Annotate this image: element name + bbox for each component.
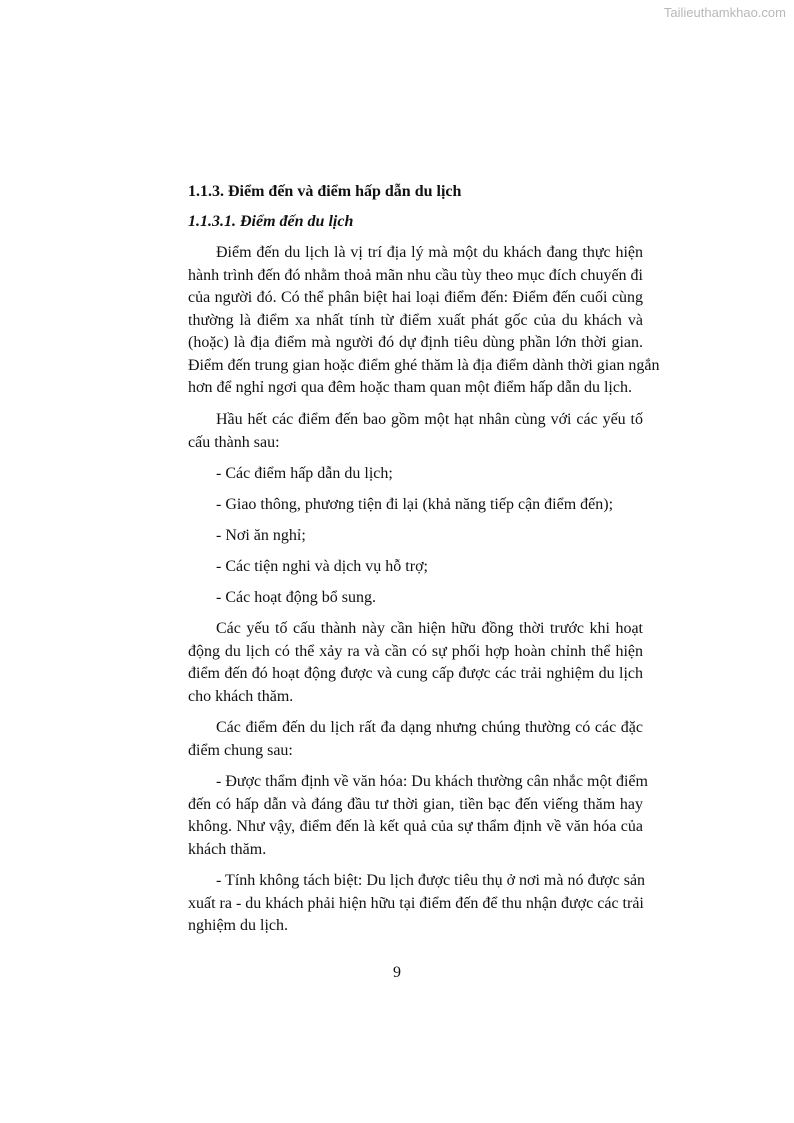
list-item xyxy=(188,587,643,610)
text-line: cho khách thăm. xyxy=(188,687,294,705)
text-line: nghiệm du lịch. xyxy=(188,917,288,934)
text-line: động du lịch có thể xảy ra và cần có sự phối hợp hoàn chỉnh thể hiện xyxy=(188,642,643,660)
paragraph xyxy=(188,870,646,938)
text-line: xuất ra - du khách phải hiện hữu tại điểm đến để thu nhận được các trải xyxy=(188,894,644,912)
text-line: khách thăm. xyxy=(188,840,267,858)
text-line: cấu thành sau: xyxy=(188,433,280,451)
watermark: Tailieuthamkhao.com xyxy=(663,5,786,20)
paragraph xyxy=(188,242,660,400)
text-line: - Các điểm hấp dẫn du lịch; xyxy=(216,465,393,482)
text-line: Các yếu tố cấu thành này cần hiện hữu đồng thời trước khi hoạt xyxy=(216,620,643,637)
text-line: Các điểm đến du lịch rất đa dạng nhưng chúng thường có các đặc xyxy=(216,719,643,736)
page-number: 9 xyxy=(393,964,401,981)
text-line: thường là điểm xa nhất tính từ điểm xuất phát gốc của du khách và xyxy=(188,311,643,329)
text-line: - Giao thông, phương tiện đi lại (khả năng tiếp cận điểm đến); xyxy=(216,496,614,513)
text-line: (hoặc) là địa điểm mà người đó dự định tiêu dùng phần lớn thời gian. xyxy=(188,334,643,351)
list-item xyxy=(188,525,643,548)
list-item xyxy=(188,494,643,517)
text-line: - Các hoạt động bổ sung. xyxy=(216,589,376,606)
paragraph xyxy=(188,618,643,708)
list-item xyxy=(188,463,643,486)
subsection-heading: 1.1.3.1. Điểm đến du lịch xyxy=(188,213,354,230)
section-heading: 1.1.3. Điểm đến và điểm hấp dẫn du lịch xyxy=(188,183,462,200)
text-line: điểm chung sau: xyxy=(188,741,293,759)
text-line: của người đó. Có thể phân biệt hai loại điểm đến: Điểm đến cuối cùng xyxy=(188,289,643,306)
text-line: - Các tiện nghi và dịch vụ hỗ trợ; xyxy=(216,558,428,575)
text-line: hơn để nghỉ ngơi qua đêm hoặc tham quan một điểm hấp dẫn du lịch. xyxy=(188,379,632,396)
text-line: - Được thẩm định về văn hóa: Du khách thường cân nhắc một điểm xyxy=(216,773,648,790)
paragraph xyxy=(188,717,643,762)
text-line: đến có hấp dẫn và đáng đầu tư thời gian, tiền bạc đến viếng thăm hay xyxy=(188,795,643,813)
text-line: Hầu hết các điểm đến bao gồm một hạt nhân cùng với các yếu tố xyxy=(216,411,643,428)
list-item xyxy=(188,556,643,579)
text-line: - Nơi ăn nghỉ; xyxy=(216,527,306,544)
paragraph xyxy=(188,771,648,861)
text-line: hành trình đến đó nhằm thoả mãn nhu cầu tùy theo mục đích chuyến đi xyxy=(188,266,643,284)
text-line: Điểm đến du lịch là vị trí địa lý mà một du khách đang thực hiện xyxy=(216,244,643,261)
text-line: điểm đến đó hoạt động được và cung cấp được các trải nghiệm du lịch xyxy=(188,665,643,682)
text-line: không. Như vậy, điểm đến là kết quả của sự thẩm định về văn hóa của xyxy=(188,818,643,835)
paragraph xyxy=(188,409,643,454)
text-line: - Tính không tách biệt: Du lịch được tiêu thụ ở nơi mà nó được sản xyxy=(216,872,646,889)
text-line: Điểm đến trung gian hoặc điểm ghé thăm là địa điểm dành thời gian ngắn xyxy=(188,356,660,374)
